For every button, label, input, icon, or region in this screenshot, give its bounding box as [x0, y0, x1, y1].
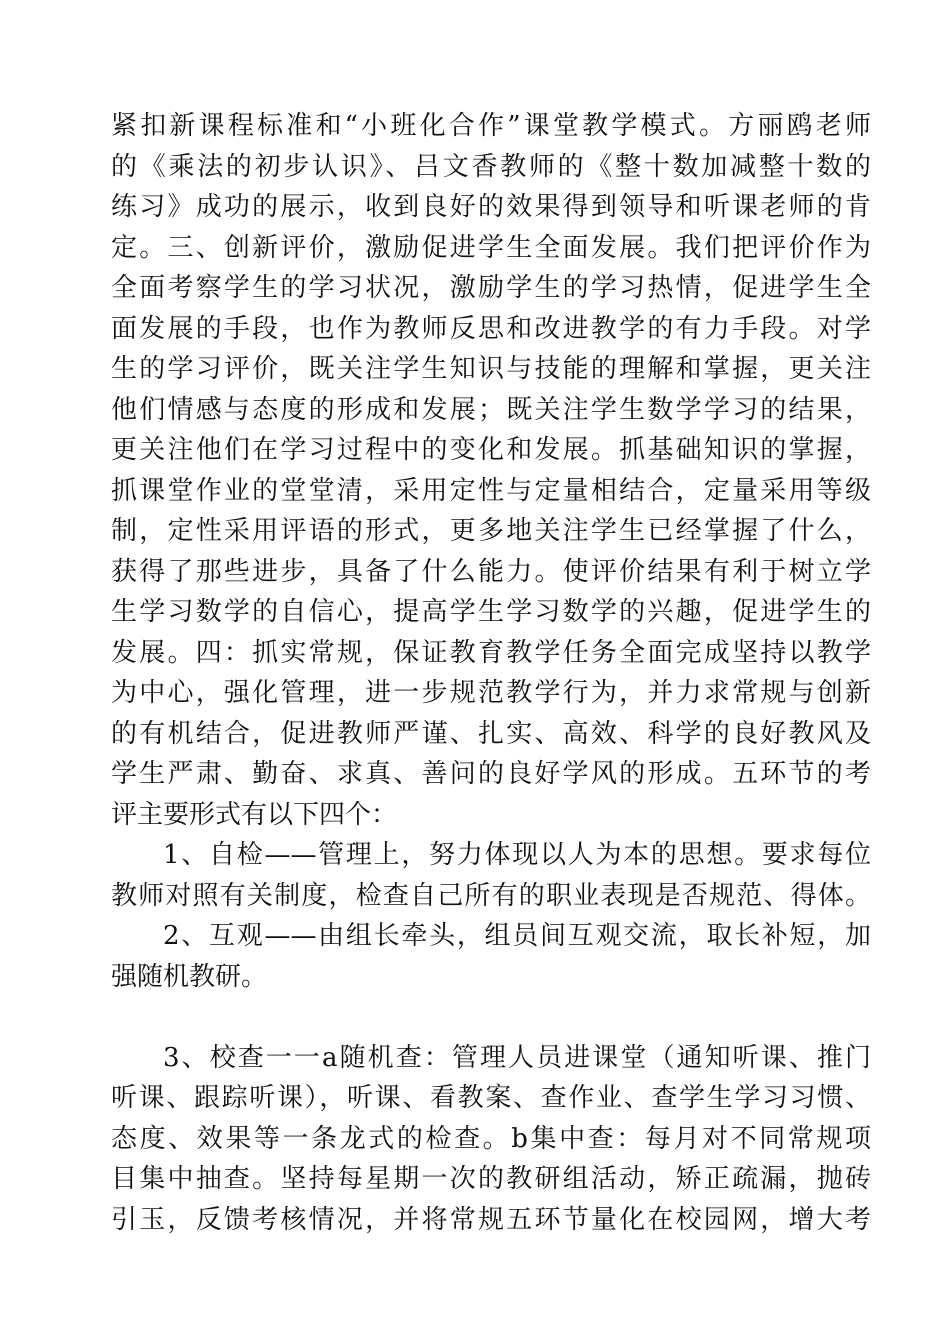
text-line: 制，定性采用评语的形式，更多地关注学生已经掌握了什么，	[111, 516, 871, 546]
text-line: 听课、跟踪听课），听课、看教案、查作业、查学生学习习惯、	[111, 1083, 871, 1113]
text-line: 1、自检——管理上，努力体现以人为本的思想。要求每位	[163, 840, 871, 870]
text-line: 紧扣新课程标准和“小班化合作”课堂教学模式。方丽鸥老师	[111, 111, 871, 141]
text-line: 的有机结合，促进教师严谨、扎实、高效、科学的良好教风及	[111, 718, 871, 749]
text-line: 态度、效果等一条龙式的检查。b集中查：每月对不同常规项	[111, 1123, 871, 1154]
blank-line	[111, 997, 871, 1038]
text-line: 教师对照有关制度，检查自己所有的职业表现是否规范、得体。	[111, 880, 871, 911]
text-line: 抓课堂作业的堂堂清，采用定性与定量相结合，定量采用等级	[111, 475, 871, 506]
document-body	[111, 106, 871, 1240]
text-line: 获得了那些进步，具备了什么能力。使评价结果有利于树立学	[111, 556, 871, 587]
text-line: 定。三、创新评价，激励促进学生全面发展。我们把评价作为	[111, 232, 871, 263]
text-line: 他们情感与态度的形成和发展；既关注学生数学学习的结果，	[111, 394, 871, 425]
text-line: 2、互观——由组长牵头，组员间互观交流，取长补短，加	[163, 921, 871, 951]
text-line: 目集中抽查。坚持每星期一次的教研组活动，矫正疏漏，抛砖	[111, 1164, 871, 1194]
text-line: 引玉，反馈考核情况，并将常规五环节量化在校园网，增大考	[111, 1204, 871, 1235]
text-line: 生学习数学的自信心，提高学生学习数学的兴趣，促进学生的	[111, 597, 871, 627]
text-line: 练习》成功的展示，收到良好的效果得到领导和听课老师的肯	[111, 192, 871, 222]
text-line: 为中心，强化管理，进一步规范教学行为，并力求常规与创新	[111, 678, 871, 708]
text-line: 面发展的手段，也作为教师反思和改进教学的有力手段。对学	[111, 313, 871, 344]
text-line: 更关注他们在学习过程中的变化和发展。抓基础知识的掌握，	[111, 435, 871, 465]
text-line: 强随机教研。	[111, 961, 268, 992]
text-line: 的《乘法的初步认识》、吕文香教师的《整十数加减整十数的	[111, 151, 871, 182]
text-line: 发展。四：抓实常规，保证教育教学任务全面完成坚持以教学	[111, 637, 871, 668]
text-line: 全面考察学生的学习状况，激励学生的学习热情，促进学生全	[111, 273, 871, 303]
text-line: 3、校查一一a随机查：管理人员进课堂（通知听课、推门	[163, 1042, 871, 1073]
text-line: 学生严肃、勤奋、求真、善问的良好学风的形成。五环节的考	[111, 759, 871, 789]
text-line: 生的学习评价，既关注学生知识与技能的理解和掌握，更关注	[111, 354, 871, 384]
text-line: 评主要形式有以下四个：	[111, 799, 398, 830]
